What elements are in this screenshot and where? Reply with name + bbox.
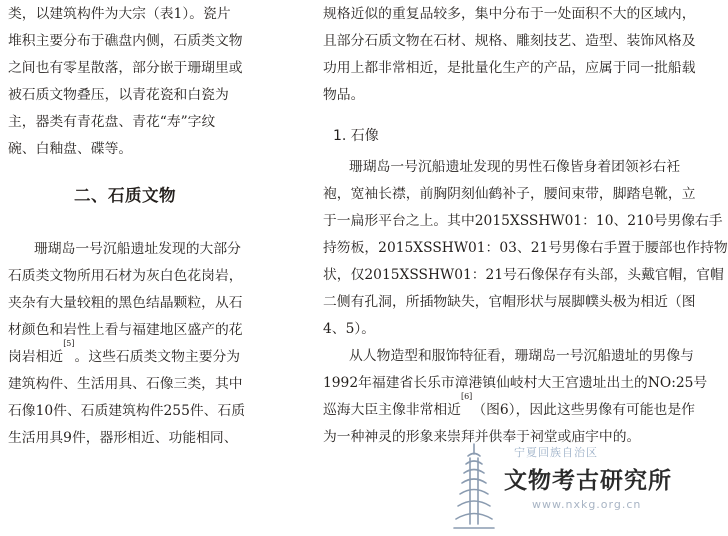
text-line: 珊瑚岛一号沉船遗址发现的大部分 xyxy=(34,241,241,257)
text-line-with-citation xyxy=(8,339,261,371)
text-span: 巡海大臣主像非常相近 xyxy=(323,402,461,418)
text-line: 功用上都非常相近，是批量化生产的产品，应属于同一批船载 xyxy=(323,60,696,76)
text-line: 物品。 xyxy=(323,87,365,103)
text-line: 主，器类有青花盘、青花“寿”字纹 xyxy=(8,114,216,130)
text-line: 夹杂有大量较粗的黑色结晶颗粒，从石 xyxy=(8,295,243,311)
text-line: 堆积主要分布于礁盘内侧，石质类文物 xyxy=(8,33,243,49)
text-line: 持笏板，2015XSSHW01：03、21号男像右手置于腰部也作持物 xyxy=(323,240,728,256)
text-line: 为一种神灵的形象来崇拜并供奉于祠堂或庙宇中的。 xyxy=(323,429,641,445)
text-span: 岗岩相近 xyxy=(8,349,64,365)
text-line: 石质类文物所用石材为灰白色花岗岩， xyxy=(8,268,243,284)
text-span: （图6），因此这些男像有可能也是作 xyxy=(472,402,695,418)
watermark-institute-name: 文物考古研究所 xyxy=(504,468,672,494)
text-line: 于一扁形平台之上。其中2015XSSHW01：10、210号男像右手 xyxy=(323,213,723,229)
text-line: 建筑构件、生活用具、石像三类，其中 xyxy=(8,376,243,392)
left-paragraph-2 xyxy=(8,236,261,452)
text-line: 石像10件、石质建筑构件255件、石质 xyxy=(8,403,246,419)
citation-ref: [5] xyxy=(63,339,75,348)
watermark-url: www.nxkg.org.cn xyxy=(532,498,642,511)
left-paragraph-1 xyxy=(8,1,261,163)
text-line: 材颜色和岩性上看与福建地区盛产的花 xyxy=(8,322,243,338)
text-line-with-citation xyxy=(323,392,695,424)
text-span: 。这些石质类文物主要分为 xyxy=(74,349,241,365)
text-line: 1992年福建省长乐市漳港镇仙岐村大王宫遗址出土的NO:25号 xyxy=(323,375,708,391)
text-line: 从人物造型和服饰特征看，珊瑚岛一号沉船遗址的男像与 xyxy=(349,348,694,364)
text-line: 生活用具9件，器形相近、功能相同、 xyxy=(8,430,238,446)
text-line: 之间也有零星散落，部分嵌于珊瑚里或 xyxy=(8,60,243,76)
right-paragraph-1 xyxy=(323,1,696,109)
text-line: 类，以建筑构件为大宗（表1）。瓷片 xyxy=(8,6,231,22)
text-line: 碗、白釉盘、碟等。 xyxy=(8,141,133,157)
text-line: 袍，宽袖长襟，前胸阴刻仙鹤补子，腰间束带，脚踏皂靴，立 xyxy=(323,186,696,202)
pagoda-icon xyxy=(448,442,500,534)
right-paragraph-2 xyxy=(323,154,728,343)
text-line: 珊瑚岛一号沉船遗址发现的男性石像皆身着团领衫右衽 xyxy=(349,159,681,175)
watermark xyxy=(448,440,698,536)
text-line: 状，仅2015XSSHW01：21号石像保存有头部，头戴官帽，官帽 xyxy=(323,267,724,283)
text-line: 规格近似的重复品较多，集中分布于一处面积不大的区域内， xyxy=(323,6,696,22)
text-line: 4、5）。 xyxy=(323,321,376,337)
citation-ref: [6] xyxy=(460,392,473,401)
section-heading: 二、石质文物 xyxy=(74,186,176,205)
text-line: 二侧有孔洞，所插物缺失，官帽形状与展脚幞头极为相近（图 xyxy=(323,294,696,310)
right-paragraph-3 xyxy=(323,343,708,451)
watermark-region-text: 宁夏回族自治区 xyxy=(514,446,598,459)
text-line: 且部分石质文物在石材、规格、雕刻技艺、造型、装饰风格及 xyxy=(323,33,696,49)
subsection-heading: 1. 石像 xyxy=(333,128,379,144)
text-line: 被石质文物叠压，以青花瓷和白瓷为 xyxy=(8,87,229,103)
